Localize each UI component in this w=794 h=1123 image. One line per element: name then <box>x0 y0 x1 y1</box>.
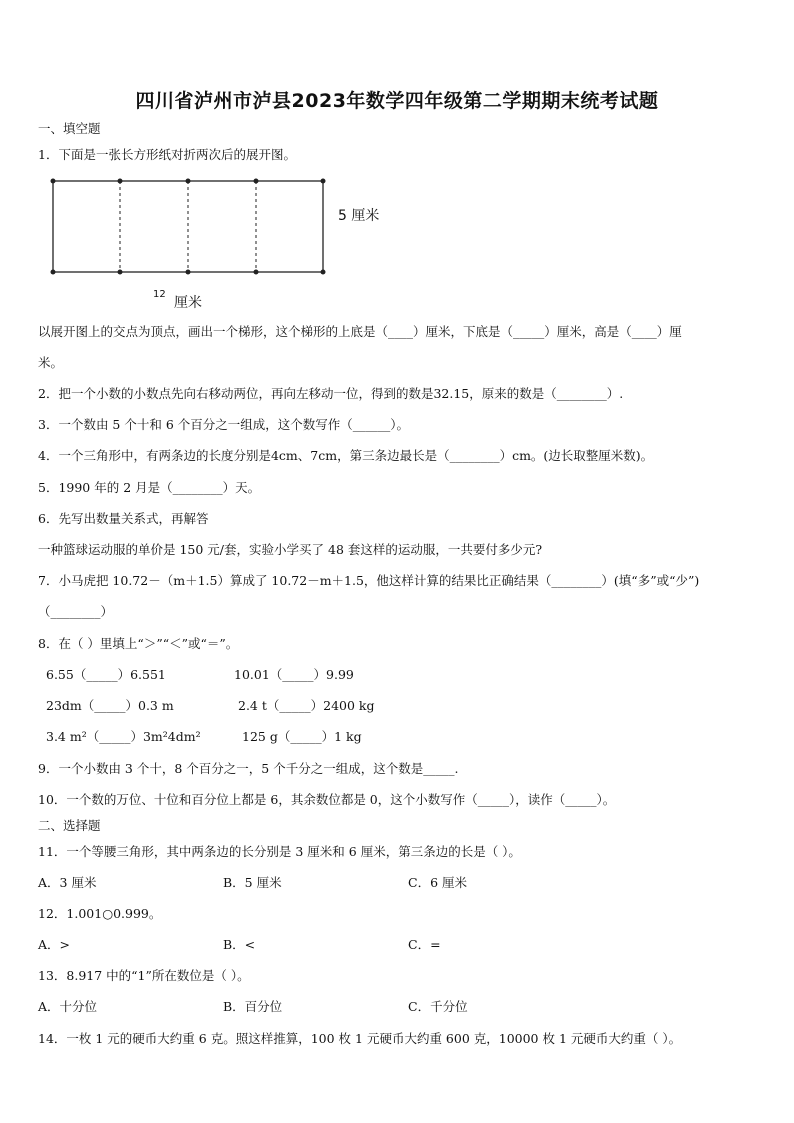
question-5: 5．1990 年的 2 月是（________）天。 <box>38 480 261 495</box>
question-7-line-1: 7．小马虎把 10.72－（m＋1.5）算成了 10.72－m＋1.5，他这样计算的结果比正确结果（________）(填“多”或“少”) <box>38 573 700 588</box>
page-title: 四川省泸州市泸县2023年数学四年级第二学期期末统考试题 <box>135 90 659 112</box>
question-1-stem: 1．下面是一张长方形纸对折两次后的展开图。 <box>38 147 296 162</box>
section-fill-in-the-blank: 一、填空题 <box>38 121 101 136</box>
height-label: 5 厘米 <box>338 208 380 224</box>
question-12-option-c: C．= <box>408 937 441 952</box>
question-1-text-line-2: 米。 <box>38 355 64 370</box>
question-10: 10．一个数的万位、十位和百分位上都是 6，其余数位都是 0，这个小数写作（_____），读作（_____）。 <box>38 792 616 807</box>
question-13-option-b: B．百分位 <box>223 999 283 1014</box>
question-12-stem: 12．1.001○0.999。 <box>38 906 162 921</box>
question-3: 3．一个数由 5 个十和 6 个百分之一组成，这个数写作（______）。 <box>38 417 410 432</box>
question-6-stem: 6．先写出数量关系式，再解答 <box>38 511 209 526</box>
question-2: 2．把一个小数的小数点先向右移动两位，再向左移动一位，得到的数是32.15，原来的数是（________）. <box>38 386 624 401</box>
question-8-item-2a: 23dm（_____）0.3 m <box>46 698 174 713</box>
question-12-option-a: A．> <box>38 937 71 952</box>
question-13-stem: 13．8.917 中的“1”所在数位是（ ）。 <box>38 968 250 983</box>
question-7-line-2: （________） <box>38 604 114 619</box>
question-8-item-3b: 125 g（_____）1 kg <box>242 729 362 744</box>
question-14: 14．一枚 1 元的硬币大约重 6 克。照这样推算，100 枚 1 元硬币大约重 600 克，10000 枚 1 元硬币大约重（ ）。 <box>38 1031 682 1046</box>
question-4: 4．一个三角形中，有两条边的长度分别是4cm、7cm，第三条边最长是（________）cm。(边长取整厘米数)。 <box>38 448 654 463</box>
question-1-text-line-1: 以展开图上的交点为顶点，画出一个梯形，这个梯形的上底是（____）厘米，下底是（_____）厘米，高是（____）厘 <box>38 324 682 339</box>
question-11-option-a: A．3 厘米 <box>38 875 97 890</box>
question-9: 9．一个小数由 3 个十，8 个百分之一，5 个千分之一组成，这个数是_____. <box>38 761 459 776</box>
question-8-item-2b: 2.4 t（_____）2400 kg <box>238 698 375 713</box>
question-12-option-b: B．< <box>223 937 256 952</box>
question-8-item-3a: 3.4 m²（_____）3m²4dm² <box>46 729 201 744</box>
width-label-unit: 厘米 <box>174 295 202 311</box>
question-6-text: 一种篮球运动服的单价是 150 元/套，实验小学买了 48 套这样的运动服，一共要付多少元? <box>38 542 543 557</box>
unfolded-paper-figure <box>40 172 420 322</box>
section-multiple-choice: 二、选择题 <box>38 818 101 833</box>
question-8-item-1b: 10.01（_____）9.99 <box>234 667 354 682</box>
rectangle-diagram <box>40 172 420 322</box>
question-13-option-a: A．十分位 <box>38 999 98 1014</box>
width-label-number: 12 <box>153 289 166 300</box>
question-8-item-1a: 6.55（_____）6.551 <box>46 667 166 682</box>
question-11-option-c: C．6 厘米 <box>408 875 467 890</box>
question-11-stem: 11．一个等腰三角形，其中两条边的长分别是 3 厘米和 6 厘米，第三条边的长是（ ）。 <box>38 844 521 859</box>
question-13-option-c: C．千分位 <box>408 999 468 1014</box>
question-11-option-b: B．5 厘米 <box>223 875 282 890</box>
question-8-stem: 8．在（ ）里填上“＞”“＜”或“＝”。 <box>38 636 239 651</box>
